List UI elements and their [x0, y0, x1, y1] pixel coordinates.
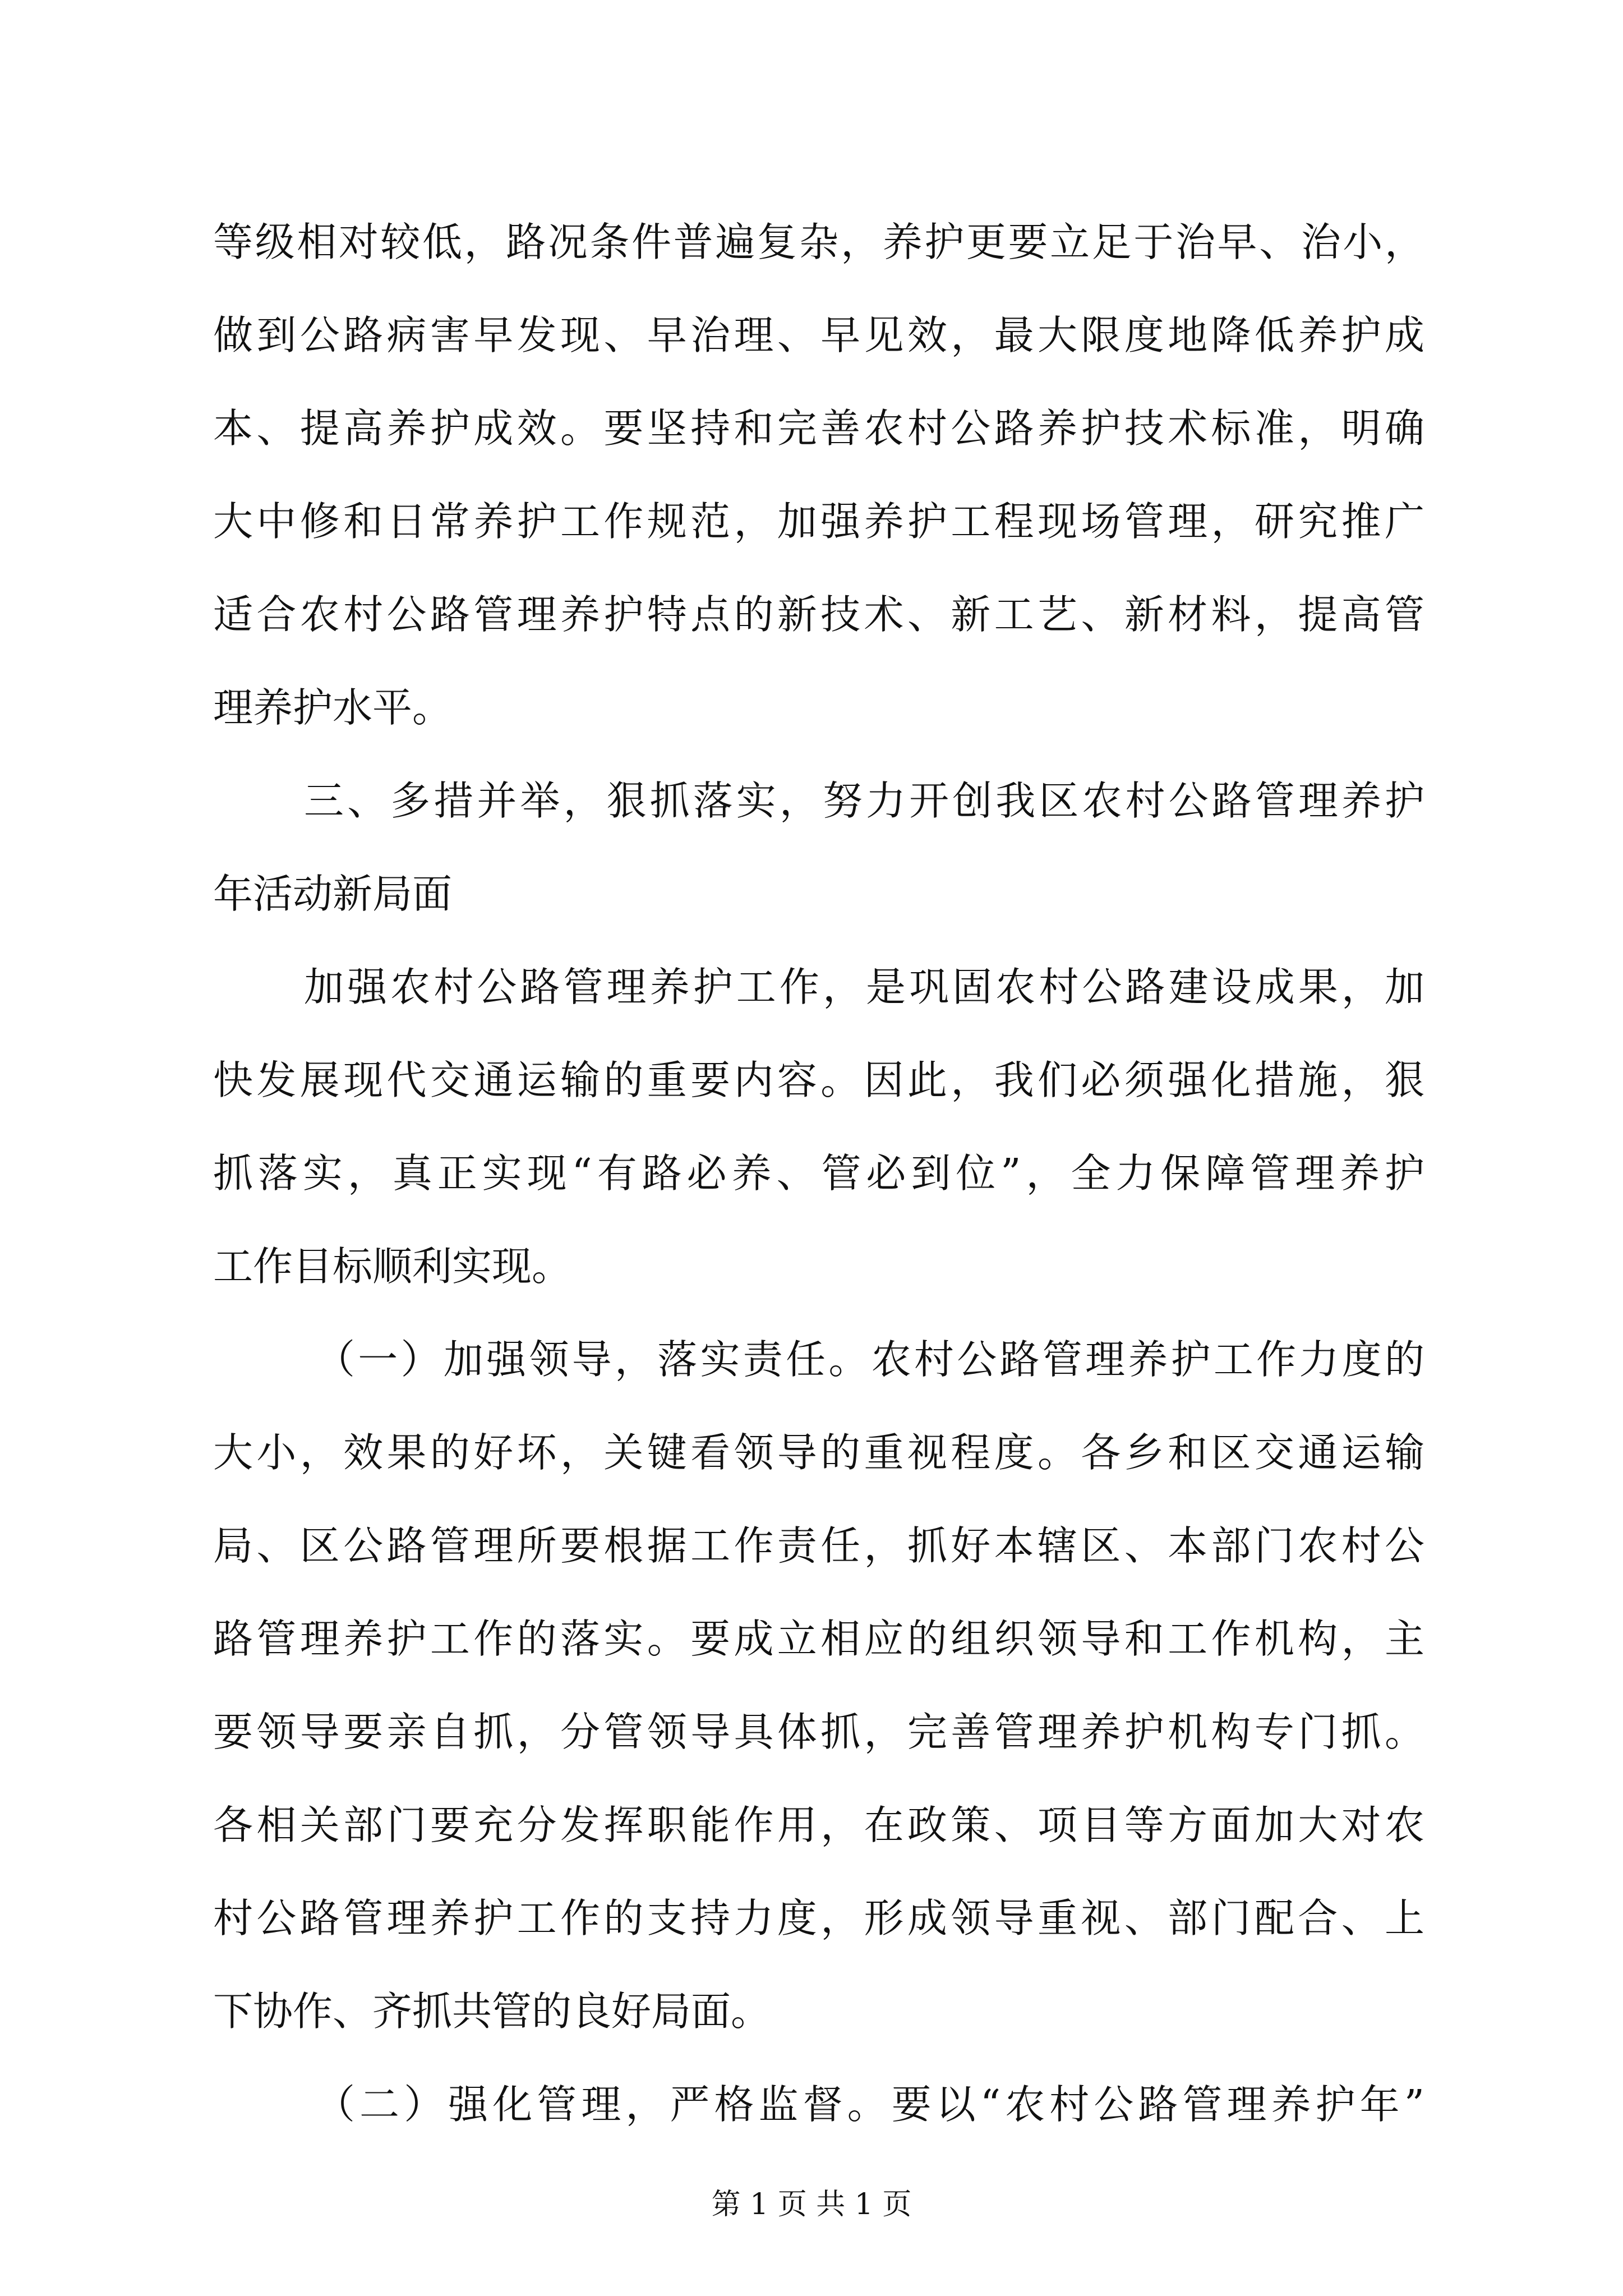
text-line: 适合农村公路管理养护特点的新技术、新工艺、新材料，提高管 — [213, 591, 1424, 638]
text-line: 局、区公路管理所要根据工作责任，抓好本辖区、本部门农村公 — [213, 1522, 1424, 1569]
text-line: 村公路管理养护工作的支持力度，形成领导重视、部门配合、上 — [213, 1895, 1424, 1941]
text-line: 本、提高养护成效。要坚持和完善农村公路养护技术标准，明确 — [213, 405, 1424, 452]
text-line: 等级相对较低，路况条件普遍复杂，养护更要立足于治早、治小， — [213, 219, 1424, 265]
text-line: 各相关部门要充分发挥职能作用，在政策、项目等方面加大对农 — [213, 1802, 1424, 1848]
text-line: 下协作、齐抓共管的良好局面。 — [213, 1988, 771, 2035]
page-number-footer: 第 1 页 共 1 页 — [711, 2188, 912, 2221]
text-line: 大中修和日常养护工作规范，加强养护工程现场管理，研究推广 — [213, 498, 1424, 545]
text-line: 工作目标顺利实现。 — [213, 1243, 572, 1290]
text-line: 大小，效果的好坏，关键看领导的重视程度。各乡和区交通运输 — [213, 1429, 1424, 1476]
text-line: 抓落实，真正实现“有路必养、管必到位”，全力保障管理养护 — [213, 1150, 1424, 1197]
text-line: 路管理养护工作的落实。要成立相应的组织领导和工作机构，主 — [213, 1616, 1424, 1662]
text-line: 理养护水平。 — [213, 684, 453, 731]
text-line: 快发展现代交通运输的重要内容。因此，我们必须强化措施，狠 — [213, 1057, 1424, 1103]
text-line: （一）加强领导，落实责任。农村公路管理养护工作力度的 — [315, 1336, 1424, 1383]
text-line: 要领导要亲自抓，分管领导具体抓，完善管理养护机构专门抓。 — [213, 1709, 1424, 1755]
text-line: 加强农村公路管理养护工作，是巩固农村公路建设成果，加 — [304, 964, 1424, 1010]
section-heading-line: 年活动新局面 — [213, 871, 453, 917]
section-heading-line: 三、多措并举，狠抓落实，努力开创我区农村公路管理养护 — [304, 777, 1424, 824]
text-line: 做到公路病害早发现、早治理、早见效，最大限度地降低养护成 — [213, 312, 1424, 358]
text-line: （二）强化管理，严格监督。要以“农村公路管理养护年” — [315, 2081, 1424, 2128]
